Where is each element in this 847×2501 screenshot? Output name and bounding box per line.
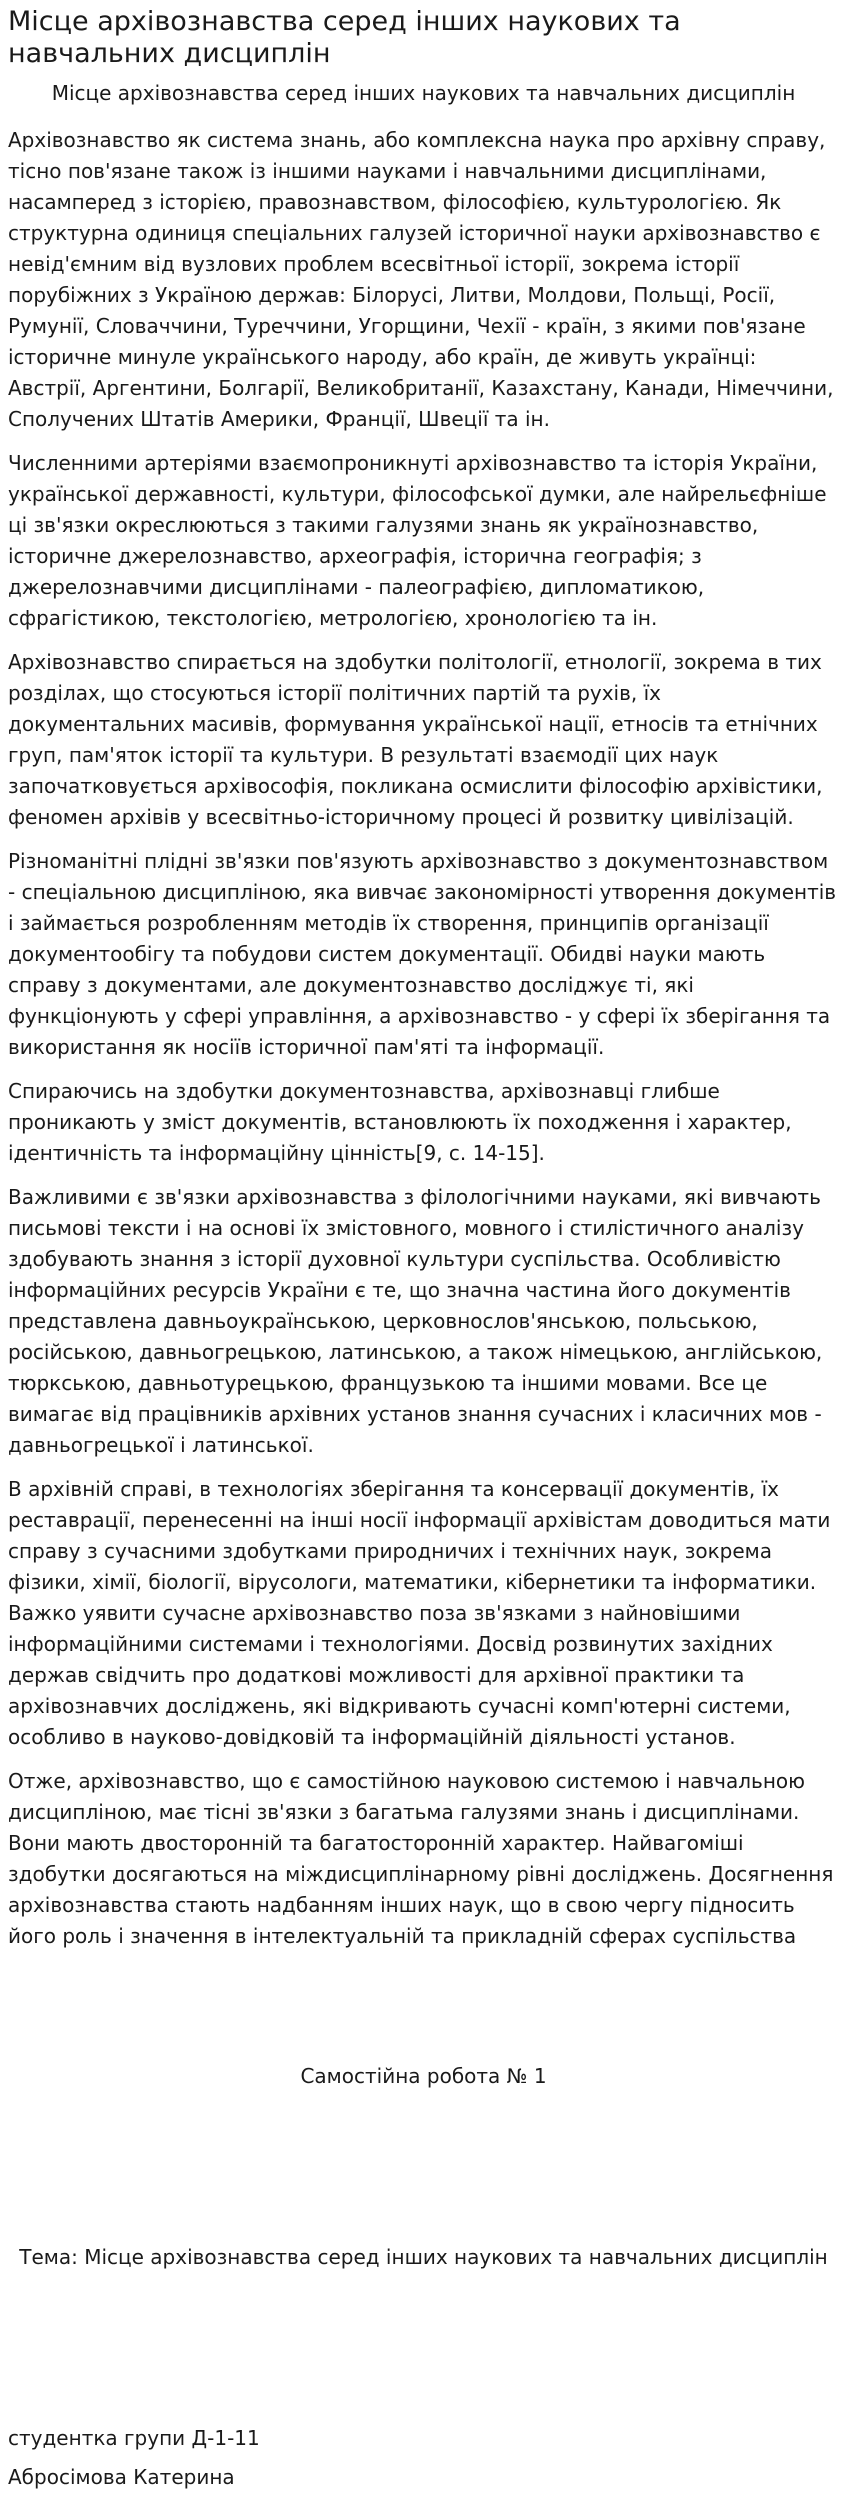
author-block: [8, 2423, 839, 2493]
body-paragraph: В архівній справі, в технологіях зберігання та консервації документів, їх реставрації, перенесенні на інші носії інформації архівістам доводиться мати справу з сучасними здобутками природничих і технічних наук, зокрема фізики, хімії, біології, вірусологи, математики, кібернетики та інформатики. Важко уявити сучасне архівознавство поза зв'язками з найновішими інформаційними системами і технологіями. Досвід розвинутих західних держав свідчить про додаткові можливості для архівної практики та архівознавчих досліджень, які відкривають сучасні комп'ютерні системи, особливо в науково-довідковій та інформаційній діяльності установ.: [8, 1477, 831, 1749]
blank-space: [8, 2092, 839, 2242]
body-paragraph: Різноманітні плідні зв'язки пов'язують архівознавство з документознавством - спеціальною дисципліною, яка вивчає закономірності утворення документів і займається розробленням методів їх створення, принципів організації документообігу та побудови систем документації. Обидві науки мають справу з документами, але документознавство досліджує ті, які функціонують у сфері управління, а архівознавство - у сфері їх зберігання та використання як носіїв історичної пам'яті та інформації.: [8, 849, 837, 1059]
blank-space: [8, 2273, 839, 2423]
body-paragraph: Численними артеріями взаємопроникнуті архівознавство та історія України, української державності, культури, філософської думки, але найрельєфніше ці зв'язки окреслюються з такими галузями знань як українознавство, історичне джерелознавство, археографія, історична географія; з джерелознавчими дисциплінами - палеографією, дипломатикою, сфрагістикою, текстологією, метрологією, хронологією та ін.: [8, 451, 827, 630]
blank-space: [8, 1965, 839, 2061]
student-name: Абросімова Катерина: [8, 2465, 235, 2489]
work-label: Самостійна робота № 1: [300, 2064, 547, 2088]
student-group: студентка групи Д-1-11: [8, 2426, 260, 2450]
document-subtitle: Місце архівознавства серед інших наукових та навчальних дисциплін: [51, 81, 796, 105]
body-paragraph: Архівознавство як система знань, або комплексна наука про архівну справу, тісно пов'язане також із іншими науками і навчальними дисциплінами, насамперед з історією, правознавством, філософією, культурологією. Як структурна одиниця спеціальних галузей історичної науки архівознавство є невід'ємним від вузлових проблем всесвітньої історії, зокрема історії порубіжних з Україною держав: Білорусі, Литви, Молдови, Польщі, Росії, Румунії, Словаччини, Туреччини, Угорщини, Чехії - країн, з якими пов'язане історичне минуле українського народу, або країн, де живуть українці: Австрії, Аргентини, Болгарії, Великобританії, Казахстану, Канади, Німеччини, Сполучених Штатів Америки, Франції, Швеції та ін.: [8, 128, 834, 431]
body-paragraph: Важливими є зв'язки архівознавства з філологічними науками, які вивчають письмові тексти і на основі їх змістовного, мовного і стилістичного аналізу здобувають знання з історії духовної культури суспільства. Особливістю інформаційних ресурсів України є те, що значна частина його документів представлена давньоукраїнською, церковнослов'янською, польською, російською, давньогрецькою, латинською, а також німецькою, англійською, тюркською, давньотурецькою, французькою та іншими мовами. Все це вимагає від працівників архівних установ знання сучасних і класичних мов - давньогрецької і латинської.: [8, 1185, 823, 1457]
document-title: Місце архівознавства серед інших наукових та навчальних дисциплін: [8, 6, 681, 69]
body-paragraph: Архівознавство спирається на здобутки політології, етнології, зокрема в тих розділах, що стосуються історії політичних партій та рухів, їх документальних масивів, формування української нації, етносів та етнічних груп, пам'яток історії та культури. В результаті взаємодії цих наук започатковується архівософія, покликана осмислити філософію архівістики, феномен архівів у всесвітньо-історичному процесі й розвитку цивілізацій.: [8, 650, 823, 829]
document-body: [8, 125, 839, 1952]
body-paragraph: Отже, архівознавство, що є самостійною науковою системою і навчальною дисципліною, має тісні зв'язки з багатьма галузями знань і дисциплінами. Вони мають двосторонній та багатосторонній характер. Найвагоміші здобутки досягаються на міждисциплінарному рівні досліджень. Досягнення архівознавства стають надбанням інших наук, що в свою чергу підносить його роль і значення в інтелектуальній та прикладній сферах суспільства: [8, 1769, 834, 1948]
body-paragraph: Спираючись на здобутки документознавства, архівознавці глибше проникають у зміст документів, встановлюють їх походження і характер, ідентичність та інформаційну цінність[9, с. 14-15].: [8, 1079, 792, 1165]
topic-line: Тема: Місце архівознавства серед інших наукових та навчальних дисциплін: [19, 2245, 828, 2269]
